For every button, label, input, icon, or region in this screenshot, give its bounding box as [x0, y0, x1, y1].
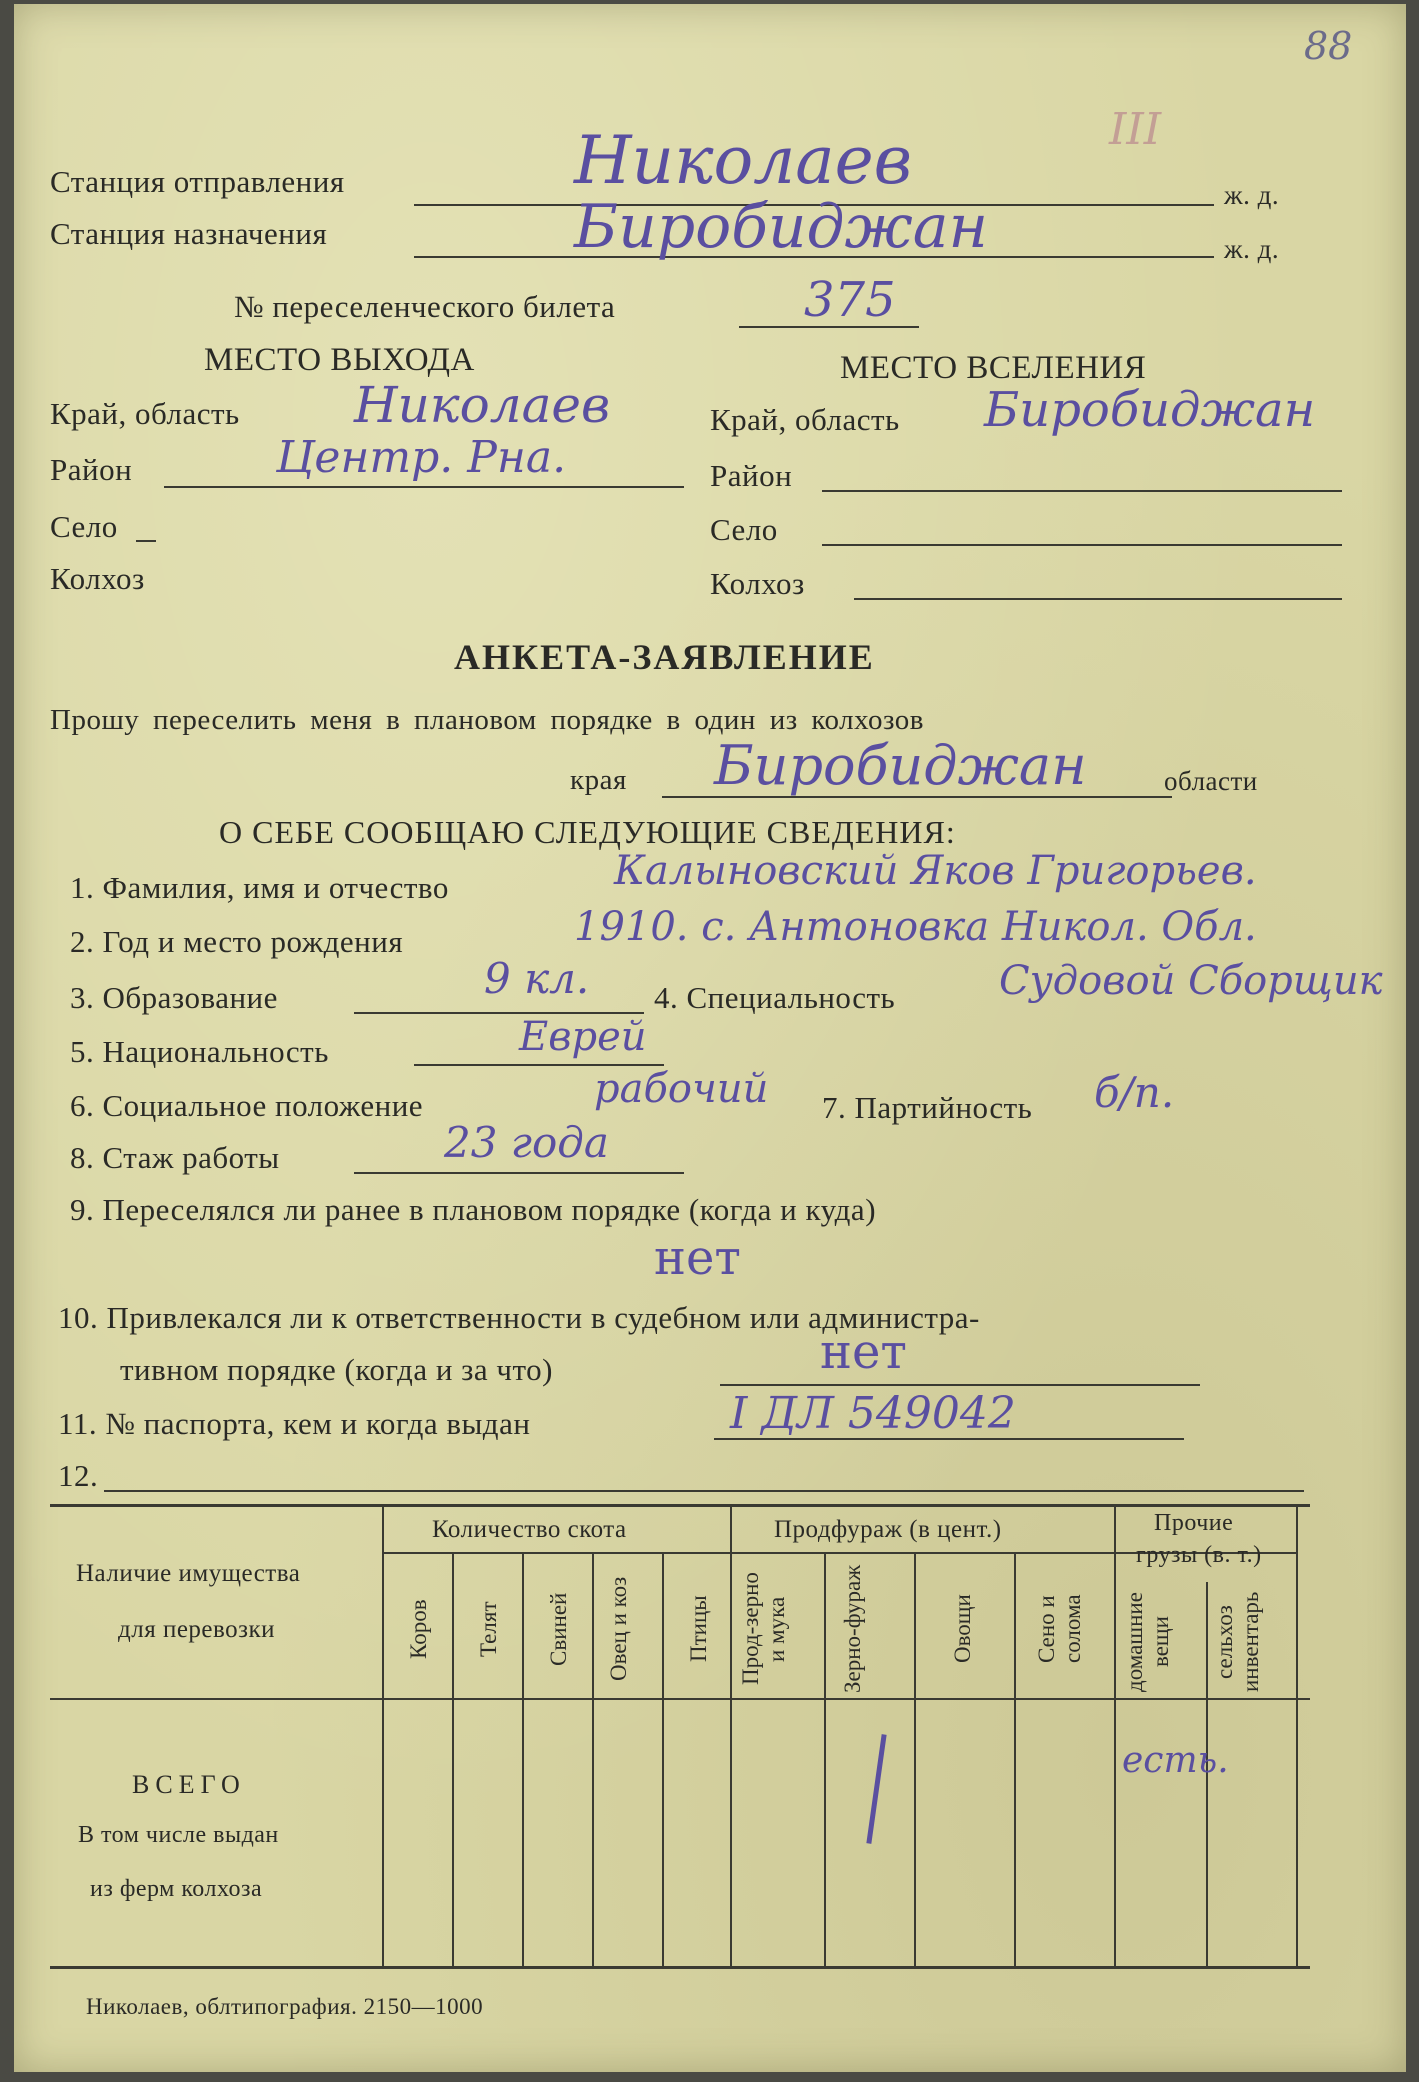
- origin-district-label: Район: [50, 452, 133, 487]
- table-col-divider: [382, 1506, 384, 1966]
- question-7-label: 7. Партийность: [822, 1090, 1033, 1125]
- question-9-label: 9. Переселялся ли ранее в плановом порядке (когда и куда): [70, 1192, 877, 1227]
- other-group-header-line2: грузы (в. т.): [1136, 1542, 1262, 1568]
- table-col-divider: [730, 1506, 732, 1966]
- destination-kolkhoz-underline: [854, 598, 1342, 600]
- form-page: [14, 4, 1406, 2072]
- request-oblast-label: области: [1164, 766, 1258, 796]
- other-group-header-line1: Прочие: [1154, 1510, 1234, 1536]
- table-col-divider: [1114, 1506, 1116, 1966]
- destination-village-label: Село: [710, 512, 778, 547]
- table-header-bottom: [50, 1698, 1310, 1700]
- destination-station-value: Биробиджан: [574, 192, 989, 262]
- column-header-sheep-goats: Овец и коз: [606, 1576, 631, 1682]
- table-top-border: [50, 1504, 1310, 1507]
- including-line2: из ферм колхоза: [90, 1876, 263, 1902]
- question-5-value: Еврей: [519, 1014, 647, 1060]
- origin-region-label: Край, область: [50, 396, 240, 431]
- total-label: ВСЕГО: [132, 1770, 246, 1799]
- margin-mark: III: [1109, 104, 1162, 155]
- question-10-underline: [720, 1384, 1200, 1386]
- table-col-divider: [522, 1552, 524, 1966]
- column-header-farm-tools: сельхоз инвентарь: [1212, 1591, 1263, 1693]
- ticket-value: 375: [804, 272, 896, 328]
- table-col-divider: [452, 1552, 454, 1966]
- question-1-value: Калыновский Яков Григорьев.: [614, 848, 1257, 894]
- question-6-value: рабочий: [594, 1066, 769, 1112]
- printer-imprint: Николаев, облтипография. 2150—1000: [86, 1994, 484, 2019]
- origin-kolkhoz-label: Колхоз: [50, 561, 145, 596]
- column-header-grain-flour: Прод-зерно и мука: [738, 1572, 789, 1686]
- question-11-value: I ДЛ 549042: [730, 1388, 1016, 1439]
- ticket-label: № переселенческого билета: [234, 289, 616, 324]
- form-title: АНКЕТА-ЗАЯВЛЕНИЕ: [454, 637, 875, 677]
- question-7-value: б/п.: [1094, 1068, 1175, 1117]
- fodder-group-header: Продфураж (в цент.): [774, 1516, 1002, 1543]
- table-col-divider: [824, 1552, 826, 1966]
- origin-heading: МЕСТО ВЫХОДА: [204, 342, 475, 378]
- column-header-poultry: Птицы: [686, 1595, 711, 1663]
- other-total-value: есть.: [1122, 1740, 1229, 1781]
- table-row-header-line1: Наличие имущества: [76, 1560, 301, 1587]
- question-10-label-cont: тивном порядке (когда и за что): [120, 1352, 553, 1387]
- column-header-vegetables: Овощи: [950, 1594, 975, 1664]
- departure-station-value: Николаев: [574, 122, 913, 199]
- column-header-calves: Телят: [476, 1601, 501, 1657]
- question-12-label: 12.: [58, 1458, 99, 1493]
- table-col-divider: [1014, 1552, 1016, 1966]
- question-11-label: 11. № паспорта, кем и когда выдан: [58, 1406, 531, 1441]
- question-1-label: 1. Фамилия, имя и отчество: [70, 870, 449, 905]
- column-header-household-goods: домашние вещи: [1122, 1592, 1173, 1692]
- question-8-label: 8. Стаж работы: [70, 1140, 280, 1175]
- table-col-divider: [1296, 1506, 1298, 1966]
- destination-region-label: Край, область: [710, 402, 900, 437]
- question-4-value: Судовой Сборщик: [999, 958, 1383, 1004]
- handwritten-tick: [866, 1734, 886, 1844]
- destination-village-underline: [822, 544, 1342, 546]
- destination-rail-suffix: ж. д.: [1224, 234, 1280, 264]
- question-8-value: 23 года: [444, 1118, 609, 1167]
- column-header-cows: Коров: [406, 1599, 431, 1659]
- column-header-pigs: Свиней: [546, 1592, 571, 1666]
- origin-village-underline: [136, 540, 156, 542]
- question-12-underline: [104, 1490, 1304, 1492]
- destination-kolkhoz-label: Колхоз: [710, 566, 805, 601]
- departure-rail-suffix: ж. д.: [1224, 180, 1280, 210]
- column-header-grain-fodder: Зерно-фураж: [840, 1564, 865, 1694]
- origin-district-value: Центр. Рна.: [276, 432, 567, 483]
- question-4-label: 4. Специальность: [654, 980, 896, 1015]
- destination-station-label: Станция назначения: [50, 216, 328, 251]
- origin-district-underline: [164, 486, 684, 488]
- origin-village-label: Село: [50, 509, 118, 544]
- table-col-divider: [592, 1552, 594, 1966]
- including-line1: В том числе выдан: [78, 1822, 279, 1848]
- departure-station-label: Станция отправления: [50, 164, 345, 199]
- destination-district-underline: [822, 490, 1342, 492]
- request-krai-label: края: [570, 764, 627, 796]
- table-bottom-border: [50, 1966, 1310, 1969]
- table-col-divider: [914, 1552, 916, 1966]
- table-col-divider: [662, 1552, 664, 1966]
- request-line: Прошу переселить меня в плановом порядке в один из колхозов: [50, 704, 925, 736]
- request-region-value: Биробиджан: [714, 734, 1087, 797]
- destination-district-label: Район: [710, 458, 793, 493]
- question-5-label: 5. Национальность: [70, 1034, 329, 1069]
- origin-region-value: Николаев: [354, 376, 611, 434]
- question-10-label: 10. Привлекался ли к ответственности в судебном или администра-: [58, 1300, 980, 1335]
- question-2-value: 1910. с. Антоновка Никол. Обл.: [574, 904, 1257, 950]
- page-number: 88: [1304, 24, 1353, 68]
- table-row-header-line2: для перевозки: [118, 1616, 276, 1643]
- destination-region-value: Биробиджан: [984, 382, 1316, 438]
- question-3-label: 3. Образование: [70, 980, 278, 1015]
- question-2-label: 2. Год и место рождения: [70, 924, 404, 959]
- livestock-group-header: Количество скота: [432, 1516, 627, 1543]
- destination-heading: МЕСТО ВСЕЛЕНИЯ: [840, 350, 1147, 386]
- column-header-hay-straw: Сено и солома: [1034, 1594, 1085, 1664]
- question-8-underline: [354, 1172, 684, 1174]
- question-9-value: нет: [654, 1230, 741, 1286]
- question-10-value: нет: [820, 1324, 907, 1380]
- info-heading: О СЕБЕ СООБЩАЮ СЛЕДУЮЩИЕ СВЕДЕНИЯ:: [219, 814, 956, 850]
- question-3-value: 9 кл.: [484, 954, 590, 1003]
- question-6-label: 6. Социальное положение: [70, 1088, 424, 1123]
